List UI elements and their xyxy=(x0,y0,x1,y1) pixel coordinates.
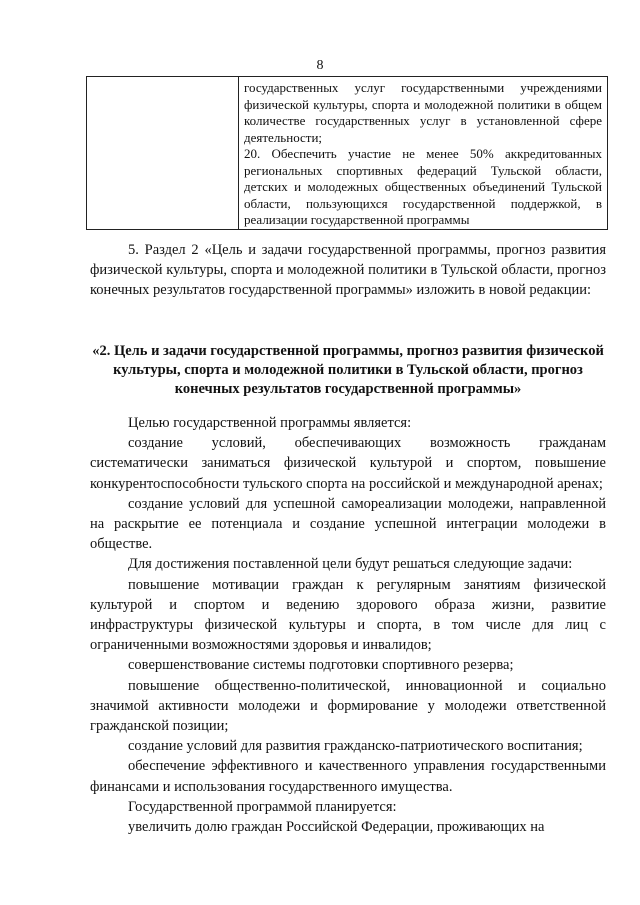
page-number: 8 xyxy=(316,58,324,73)
table-left-cell xyxy=(87,77,239,230)
body-paragraph: Для достижения поставленной цели будут решаться следующие задачи: xyxy=(128,556,573,573)
section-heading: «2. Цель и задачи государственной программы, прогноз развития физической культуры, спорта и молодежной политики в Тульской области, прогноз конечных результатов государственной программы» xyxy=(92,343,604,397)
body-paragraph: создание условий, обеспечивающих возможность гражданам систематически заниматься физической культурой и спортом, повышение конкурентоспособности тульского спорта на российской и международной аренах; xyxy=(90,435,606,492)
body-paragraph: повышение общественно-политической, инновационной и социально значимой активности молодежи и формирование у молодежи ответственной гражданской позиции; xyxy=(90,677,606,735)
body-paragraph: повышение мотивации граждан к регулярным занятиям физической культурой и спортом и ведению здорового образа жизни, развитие инфраструктуры физической культуры и спорта, в том числе для лиц с ограниченными возможностями здоровья и инвалидов; xyxy=(90,576,606,654)
body-paragraph: совершенствование системы подготовки спортивного резерва; xyxy=(128,657,514,674)
table-row xyxy=(87,77,608,230)
body-paragraph: увеличить долю граждан Российской Федерации, проживающих на xyxy=(128,819,545,836)
body-paragraph: создание условий для развития гражданско-патриотического воспитания; xyxy=(128,738,583,755)
table-right-cell xyxy=(239,77,608,230)
body-paragraph: обеспечение эффективного и качественного управления государственными финансами и использования государственного имущества. xyxy=(90,758,606,795)
body-text xyxy=(90,413,606,837)
body-paragraph: Государственной программой планируется: xyxy=(128,798,397,815)
body-paragraph: Целью государственной программы является: xyxy=(128,415,412,431)
body-paragraph: создание условий для успешной самореализации молодежи, направленной на раскрытие ее потенциала и создание успешной интеграции молодежи в обществе. xyxy=(90,495,606,553)
intro-paragraph: 5. Раздел 2 «Цель и задачи государственной программы, прогноз развития физической культуры, спорта и молодежной политики в Тульской области, прогноз конечных результатов государственной программы» изложить в новой редакции: xyxy=(90,242,606,299)
table-cell-line: 20. Обеспечить участие не менее 50% аккредитованных региональных спортивных федераций Тульской области, детских и молодежных общественных объединений Тульской области, пользующихся государственной поддержкой, в реализации государственной программы xyxy=(244,146,602,227)
table-cell-line: государственных услуг государственными учреждениями физической культуры, спорта и молодежной политики в общем количестве государственных услуг в установленной сфере деятельности; xyxy=(244,80,602,145)
continuation-table xyxy=(86,76,608,230)
